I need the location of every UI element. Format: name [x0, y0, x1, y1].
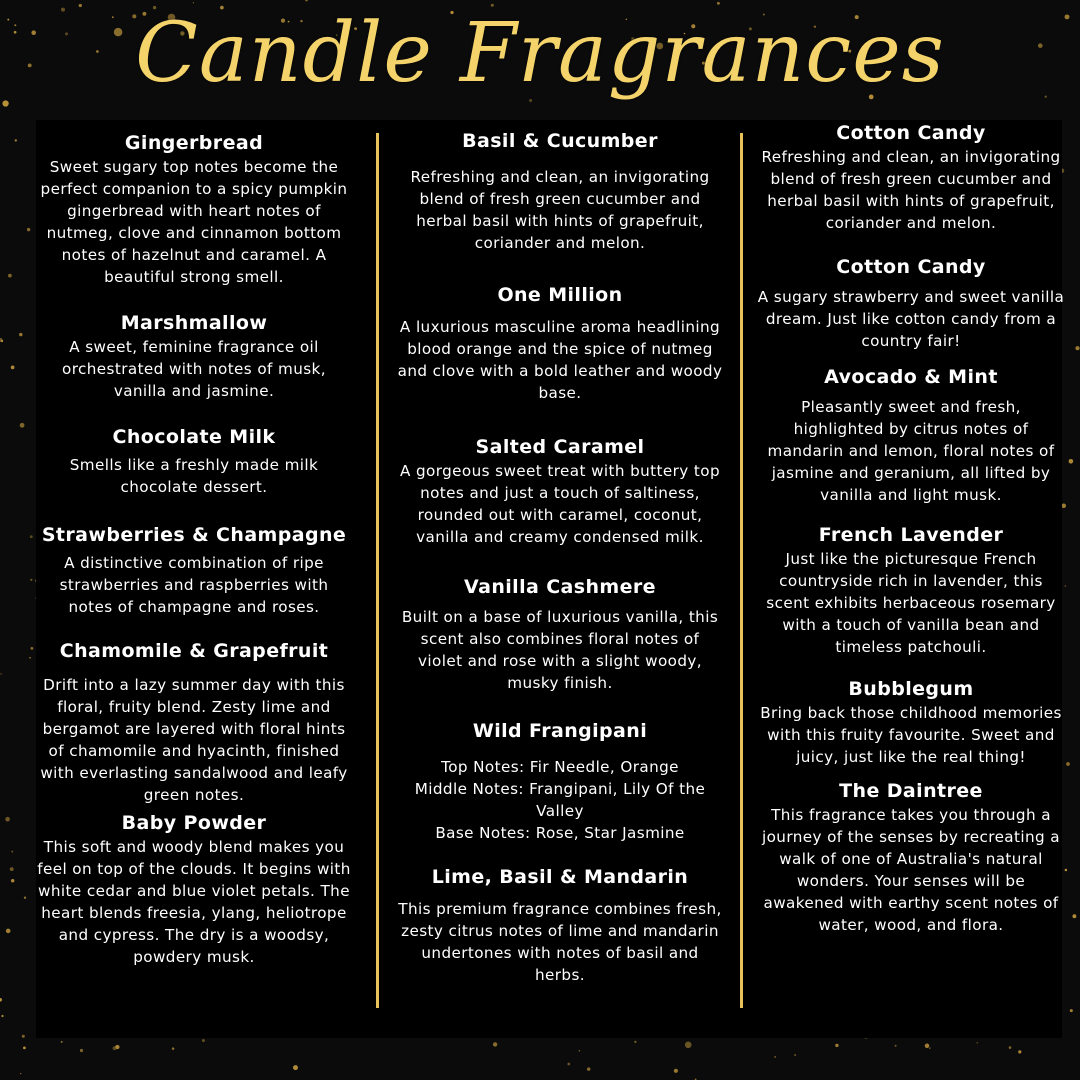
gold-speckle: [774, 1056, 776, 1058]
fragrance-description: Top Notes: Fir Needle, Orange Middle Notes: Frangipani, Lily Of the Valley Base Notes: Rose, Star Jasmine: [414, 758, 706, 842]
fragrance-entry: [36, 310, 352, 402]
fragrance-description: Refreshing and clean, an invigorating blend of fresh green cucumber and herbal basil with hints of grapefruit, coriander and melon.: [761, 148, 1061, 232]
fragrance-name: Chamomile & Grapefruit: [59, 640, 329, 662]
fragrance-entry: [36, 424, 352, 498]
gold-speckle: [835, 1044, 838, 1047]
gold-speckle: [31, 647, 34, 650]
fragrance-name: Cotton Candy: [836, 122, 986, 144]
fragrance-name: Vanilla Cashmere: [464, 576, 656, 598]
fragrance-description: A sugary strawberry and sweet vanilla dream. Just like cotton candy from a country fair!: [757, 288, 1065, 350]
gold-speckle: [11, 366, 15, 370]
fragrance-entry: [756, 676, 1066, 768]
fragrance-entry: [36, 522, 352, 618]
gold-speckle: [1009, 1046, 1012, 1049]
fragrance-entry: [756, 364, 1066, 506]
fragrance-name: Chocolate Milk: [112, 426, 276, 448]
gold-speckle: [2, 100, 8, 106]
gold-speckle: [20, 423, 25, 428]
gold-speckle: [11, 851, 13, 853]
fragrance-name: Salted Caramel: [475, 436, 645, 458]
fragrance-entry: [396, 718, 724, 844]
fragrance-entry: [36, 810, 352, 968]
gold-speckle: [22, 1035, 25, 1038]
gold-speckle: [23, 1047, 26, 1050]
fragrance-entry: [756, 120, 1066, 234]
fragrance-column-1: [36, 126, 352, 968]
fragrance-description: Pleasantly sweet and fresh, highlighted by citrus notes of mandarin and lemon, floral notes of jasmine and geranium, all lifted by vanilla and light musk.: [767, 398, 1055, 504]
column-divider-left: [376, 133, 379, 1008]
gold-speckle: [717, 2, 720, 5]
fragrance-entry: [396, 864, 724, 986]
fragrance-description: This premium fragrance combines fresh, zesty citrus notes of lime and mandarin undertones with notes of basil and herbs.: [398, 900, 722, 984]
fragrance-entry: [756, 522, 1066, 658]
gold-speckle: [925, 1044, 930, 1049]
fragrance-name: Baby Powder: [121, 812, 267, 834]
column-divider-right: [740, 133, 743, 1008]
gold-speckle: [27, 228, 30, 231]
gold-speckle: [1, 1015, 3, 1017]
fragrance-entry: [756, 778, 1066, 936]
gold-speckle: [172, 1047, 175, 1050]
gold-speckle: [579, 1050, 580, 1051]
fragrance-column-3: [756, 120, 1066, 936]
gold-speckle: [11, 879, 14, 882]
gold-speckle: [977, 1042, 978, 1043]
fragrance-name: Bubblegum: [848, 678, 974, 700]
fragrance-name: One Million: [497, 284, 623, 306]
gold-speckle: [794, 1054, 796, 1056]
gold-speckle: [567, 1063, 570, 1066]
fragrance-name: Gingerbread: [124, 132, 264, 154]
gold-speckle: [193, 2, 194, 3]
gold-speckle: [895, 1045, 897, 1047]
fragrance-name: Cotton Candy: [836, 256, 986, 278]
gold-speckle: [674, 1069, 678, 1073]
gold-speckle: [30, 579, 32, 581]
fragrance-description: Built on a base of luxurious vanilla, this scent also combines floral notes of violet and rose with a slight woody, musky finish.: [401, 608, 719, 692]
fragrance-description: Refreshing and clean, an invigorating blend of fresh green cucumber and herbal basil with hints of grapefruit, coriander and melon.: [410, 168, 710, 252]
gold-speckle: [587, 1067, 590, 1070]
gold-speckle: [113, 1046, 117, 1050]
gold-speckle: [19, 333, 22, 336]
fragrance-column-2: [396, 126, 724, 986]
gold-speckle: [24, 897, 26, 899]
gold-speckle: [1072, 914, 1076, 918]
gold-speckle: [29, 657, 31, 659]
fragrance-entry: [396, 574, 724, 694]
fragrance-entry: [36, 638, 352, 806]
gold-speckle: [20, 1073, 21, 1074]
gold-speckle: [0, 673, 2, 675]
gold-speckle: [1070, 1009, 1073, 1012]
fragrance-name: Lime, Basil & Mandarin: [431, 866, 689, 888]
fragrance-name: Wild Frangipani: [472, 720, 648, 742]
fragrance-name: French Lavender: [818, 524, 1004, 546]
gold-speckle: [1018, 1050, 1021, 1053]
gold-speckle: [202, 1039, 205, 1042]
fragrance-description: Bring back those childhood memories with this fruity favourite. Sweet and juicy, just like the real thing!: [760, 704, 1062, 766]
fragrance-description: A distinctive combination of ripe strawberries and raspberries with notes of champagne and roses.: [59, 554, 329, 616]
fragrance-entry: [756, 254, 1066, 352]
gold-speckle: [10, 867, 14, 871]
gold-speckle: [929, 1047, 931, 1049]
gold-speckle: [6, 929, 11, 934]
gold-speckle: [5, 817, 10, 822]
fragrance-entry: [36, 130, 352, 288]
fragrance-entry: [396, 282, 724, 404]
fragrance-description: Drift into a lazy summer day with this floral, fruity blend. Zesty lime and bergamot are layered with floral hints of chamomile and hyacinth, finished with everlasting sandalwood and leafy green notes.: [40, 676, 348, 804]
gold-speckle: [0, 998, 2, 1002]
fragrance-description: A luxurious masculine aroma headlining blood orange and the spice of nutmeg and clove with a bold leather and woody base.: [397, 318, 723, 402]
fragrance-entry: [396, 128, 724, 254]
gold-speckle: [15, 139, 17, 141]
gold-speckle: [493, 1042, 497, 1046]
gold-speckle: [293, 1065, 298, 1070]
gold-speckle: [1075, 346, 1079, 350]
gold-speckle: [634, 1041, 636, 1043]
fragrance-name: Marshmallow: [120, 312, 268, 334]
fragrance-entry: [396, 434, 724, 548]
gold-speckle: [80, 1049, 83, 1052]
fragrance-description: A gorgeous sweet treat with buttery top notes and just a touch of saltiness, rounded out with caramel, coconut, vanilla and creamy condensed milk.: [400, 462, 720, 546]
fragrance-name: Basil & Cucumber: [462, 130, 658, 152]
gold-speckle: [1066, 762, 1070, 766]
gold-speckle: [305, 0, 308, 1]
fragrance-description: This fragrance takes you through a journey of the senses by recreating a walk of one of Australia's natural wonders. Your senses will be awakened with earthy scent notes of water, wood, and flora.: [762, 806, 1060, 934]
fragrance-description: Just like the picturesque French countryside rich in lavender, this scent exhibits herbaceous rosemary with a touch of vanilla bean and timeless patchouli.: [766, 550, 1056, 656]
fragrance-name: The Daintree: [839, 780, 983, 802]
gold-speckle: [1069, 459, 1074, 464]
fragrance-description: Smells like a freshly made milk chocolate dessert.: [69, 456, 319, 496]
fragrance-description: This soft and woody blend makes you feel on top of the clouds. It begins with white cedar and blue violet petals. The heart blends freesia, ylang, heliotrope and cypress. The dry is a woodsy, powdery musk.: [37, 838, 351, 966]
fragrance-name: Avocado & Mint: [824, 366, 998, 388]
fragrance-description: Sweet sugary top notes become the perfect companion to a spicy pumpkin gingerbread with heart notes of nutmeg, clove and cinnamon bottom notes of hazelnut and caramel. A beautiful strong smell.: [40, 158, 348, 286]
page-title: Candle Fragrances: [135, 6, 945, 101]
fragrance-name: Strawberries & Champagne: [41, 524, 347, 546]
gold-speckle: [685, 1041, 692, 1048]
fragrance-description: A sweet, feminine fragrance oil orchestrated with notes of musk, vanilla and jasmine.: [62, 338, 326, 400]
gold-speckle: [8, 274, 12, 278]
gold-speckle: [61, 1041, 63, 1043]
